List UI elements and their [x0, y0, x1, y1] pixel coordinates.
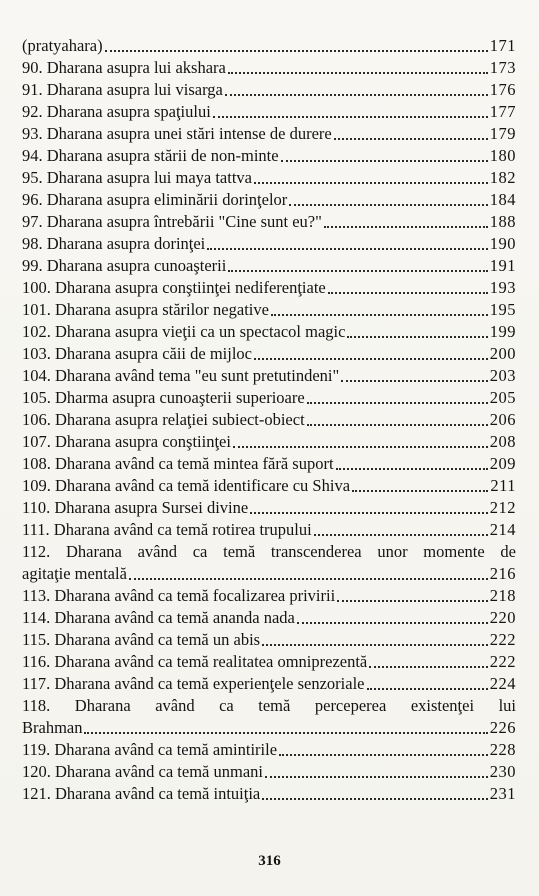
- toc-entry-page: 199: [489, 322, 516, 341]
- toc-entry: [22, 563, 516, 585]
- toc-entry-page: 195: [489, 300, 516, 319]
- toc-entry-page: 212: [489, 498, 516, 517]
- toc-entry-title: 105. Dharma asupra cunoaşterii superioare: [22, 388, 305, 407]
- toc-entry-first-line: 118. Dharana având ca temă perceperea existenţei lui: [22, 696, 516, 715]
- toc-entry: [22, 167, 516, 189]
- toc-entry-title: 109. Dharana având ca temă identificare cu Shiva: [22, 476, 351, 495]
- toc-entry-page: 177: [489, 102, 516, 121]
- toc-entry-title: 111. Dharana având ca temă rotirea trupului: [22, 520, 312, 539]
- toc-entry-title: 100. Dharana asupra conştiinţei nediferenţiate: [22, 278, 326, 297]
- toc-entry: [22, 673, 516, 695]
- toc-entry: [22, 783, 516, 805]
- toc-entry-page: 182: [489, 168, 516, 187]
- toc-entry-title: 113. Dharana având ca temă focalizarea privirii: [22, 586, 336, 605]
- dot-leader: [254, 358, 488, 360]
- toc-entry-page: 206: [489, 410, 516, 429]
- toc-entry: [22, 651, 516, 673]
- toc-entry-page: 222: [489, 652, 516, 671]
- toc-entry-page: 203: [489, 366, 516, 385]
- toc-entry: [22, 497, 516, 519]
- toc-entry-page: 200: [489, 344, 516, 363]
- toc-entry-page: 220: [489, 608, 516, 627]
- dot-leader: [367, 688, 488, 690]
- toc-entry: [22, 475, 516, 497]
- toc-entry-page: 173: [489, 58, 516, 77]
- toc-entry: [22, 145, 516, 167]
- toc-entry-title: 115. Dharana având ca temă un abis: [22, 630, 261, 649]
- toc-entry-title: 96. Dharana asupra eliminării dorinţelor: [22, 190, 288, 209]
- dot-leader: [250, 512, 488, 514]
- toc-entry-page: 205: [489, 388, 516, 407]
- toc-entry-page: 171: [489, 36, 516, 55]
- dot-leader: [336, 468, 488, 470]
- toc-entry: [22, 453, 516, 475]
- toc-entry: [22, 299, 516, 321]
- toc-entry-title: 94. Dharana asupra stării de non-minte: [22, 146, 279, 165]
- dot-leader: [213, 116, 488, 118]
- dot-leader: [84, 732, 487, 734]
- dot-leader: [228, 72, 488, 74]
- toc-entry-page: 180: [489, 146, 516, 165]
- toc-entry-page: 231: [489, 784, 516, 803]
- toc-entry: [22, 79, 516, 101]
- toc-entry-title: 90. Dharana asupra lui akshara: [22, 58, 226, 77]
- toc-entry-page: 184: [489, 190, 516, 209]
- toc-entry-title: 116. Dharana având ca temă realitatea omniprezentă: [22, 652, 368, 671]
- toc-entry: [22, 35, 516, 57]
- toc-entry: [22, 101, 516, 123]
- page-number: 316: [258, 853, 281, 869]
- toc-entry-page: 191: [489, 256, 516, 275]
- dot-leader: [281, 160, 488, 162]
- toc-entry-page: 228: [489, 740, 516, 759]
- toc-entry: [22, 365, 516, 387]
- dot-leader: [262, 798, 488, 800]
- toc-entry: [22, 761, 516, 783]
- toc-entry-title: Brahman: [22, 718, 83, 737]
- toc-entry: [22, 233, 516, 255]
- dot-leader: [233, 446, 488, 448]
- toc-entry: [22, 387, 516, 409]
- toc-entry-page: 209: [489, 454, 516, 473]
- toc-entry-title: 107. Dharana asupra conştiinţei: [22, 432, 231, 451]
- toc-entry-title: 102. Dharana asupra vieţii ca un spectacol magic: [22, 322, 346, 341]
- toc-entry: [22, 585, 516, 607]
- toc-entry-page: 218: [489, 586, 516, 605]
- toc-entry-title: 119. Dharana având ca temă amintirile: [22, 740, 278, 759]
- dot-leader: [129, 578, 488, 580]
- toc-entry-title: 103. Dharana asupra căii de mijloc: [22, 344, 252, 363]
- toc-entry: [22, 255, 516, 277]
- toc-entry-title: 104. Dharana având tema "eu sunt pretutindeni": [22, 366, 340, 385]
- toc-entry: [22, 211, 516, 233]
- toc-entry: [22, 343, 516, 365]
- toc-entry-title: 114. Dharana având ca temă ananda nada: [22, 608, 295, 627]
- toc-entry: [22, 277, 516, 299]
- toc-entry-title: 106. Dharana asupra relaţiei subiect-obiect: [22, 410, 305, 429]
- dot-leader: [297, 622, 488, 624]
- toc-entry-page: 224: [489, 674, 516, 693]
- toc-entry-page: 214: [489, 520, 516, 539]
- dot-leader: [271, 314, 488, 316]
- toc-entry-page: 211: [490, 476, 516, 495]
- dot-leader: [307, 402, 488, 404]
- toc-entry-title: 93. Dharana asupra unei stări intense de durere: [22, 124, 332, 143]
- dot-leader: [328, 292, 488, 294]
- toc-entry-title: 97. Dharana asupra întrebării "Cine sunt eu?": [22, 212, 322, 231]
- toc-entry-title: 121. Dharana având ca temă intuiţia: [22, 784, 261, 803]
- toc-entry-title: 95. Dharana asupra lui maya tattva: [22, 168, 252, 187]
- toc-entry-page: 230: [489, 762, 516, 781]
- toc-entry-page: 222: [489, 630, 516, 649]
- toc-entry-title: 110. Dharana asupra Sursei divine: [22, 498, 249, 517]
- toc-entry-title: 108. Dharana având ca temă mintea fără suport: [22, 454, 334, 473]
- toc-entry-page: 193: [489, 278, 516, 297]
- dot-leader: [254, 182, 488, 184]
- toc-entry-page: 216: [489, 564, 516, 583]
- toc-entry-title: 101. Dharana asupra stărilor negative: [22, 300, 269, 319]
- dot-leader: [337, 600, 488, 602]
- toc-entry-title: agitaţie mentală: [22, 564, 127, 583]
- toc-entry-title: 92. Dharana asupra spaţiului: [22, 102, 211, 121]
- dot-leader: [307, 424, 488, 426]
- toc-entry-page: 176: [489, 80, 516, 99]
- dot-leader: [314, 534, 488, 536]
- dot-leader: [228, 270, 487, 272]
- toc-entry-title: 120. Dharana având ca temă unmani: [22, 762, 263, 781]
- dot-leader: [279, 754, 488, 756]
- dot-leader: [324, 226, 488, 228]
- dot-leader: [369, 666, 488, 668]
- dot-leader: [262, 644, 488, 646]
- dot-leader: [341, 380, 488, 382]
- dot-leader: [289, 204, 487, 206]
- toc-entry: [22, 629, 516, 651]
- toc-entry: [22, 717, 516, 739]
- toc-entry: [22, 409, 516, 431]
- toc-entry: [22, 321, 516, 343]
- dot-leader: [225, 94, 488, 96]
- table-of-contents: [22, 35, 516, 805]
- toc-entry-page: 188: [489, 212, 516, 231]
- toc-entry-title: 91. Dharana asupra lui visarga: [22, 80, 223, 99]
- dot-leader: [352, 490, 488, 492]
- toc-entry: [22, 607, 516, 629]
- toc-entry: [22, 739, 516, 761]
- dot-leader: [347, 336, 487, 338]
- dot-leader: [207, 248, 487, 250]
- toc-entry: [22, 123, 516, 145]
- toc-entry-page: 208: [489, 432, 516, 451]
- toc-entry-title: 99. Dharana asupra cunoaşterii: [22, 256, 227, 275]
- toc-entry: [22, 431, 516, 453]
- toc-entry: [22, 189, 516, 211]
- toc-entry-title: 98. Dharana asupra dorinţei: [22, 234, 206, 253]
- toc-entry-page: 179: [489, 124, 516, 143]
- toc-entry: [22, 57, 516, 79]
- toc-entry-title: 117. Dharana având ca temă experienţele senzoriale: [22, 674, 365, 693]
- dot-leader: [334, 138, 488, 140]
- toc-entry-first-line: 112. Dharana având ca temă transcenderea unor momente de: [22, 542, 516, 561]
- toc-entry-page: 226: [489, 718, 516, 737]
- dot-leader: [105, 50, 488, 52]
- toc-entry-title: (pratyahara): [22, 36, 103, 55]
- dot-leader: [265, 776, 488, 778]
- toc-entry: [22, 519, 516, 541]
- toc-entry-page: 190: [489, 234, 516, 253]
